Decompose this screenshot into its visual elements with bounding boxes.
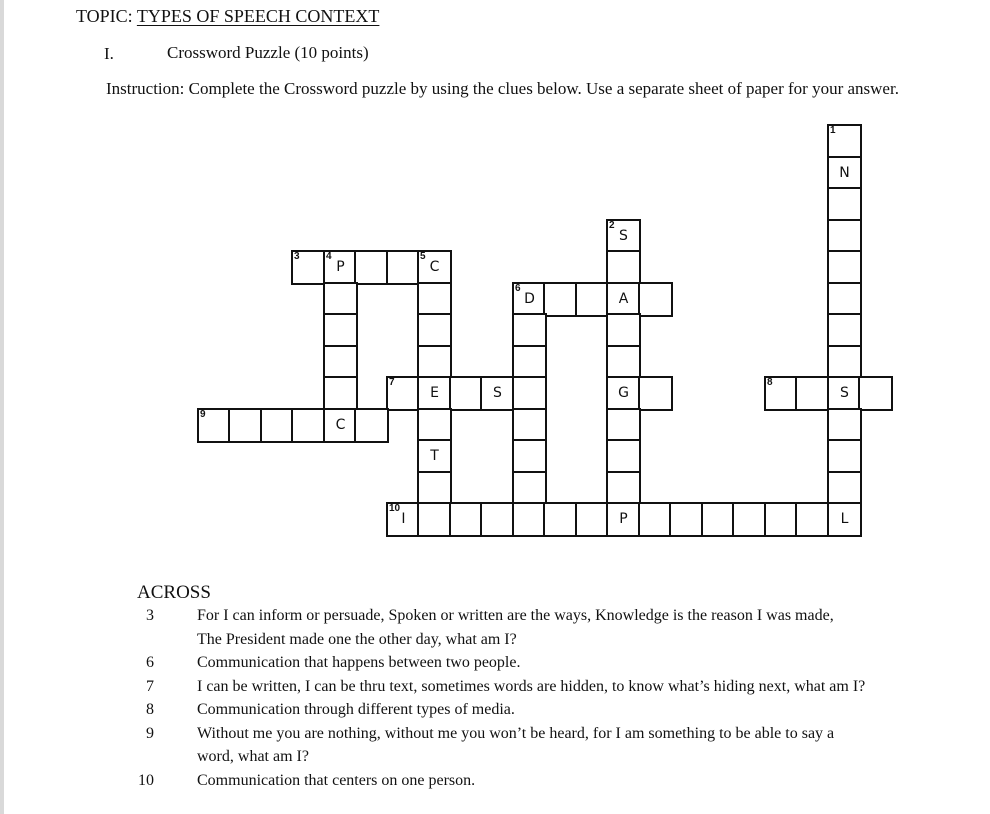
crossword-cell[interactable] [606, 376, 641, 411]
crossword-cell[interactable] [512, 282, 547, 317]
crossword-cell[interactable] [827, 250, 862, 285]
crossword-cell[interactable] [827, 376, 862, 411]
topic-title: TYPES OF SPEECH CONTEXT [136, 6, 380, 26]
crossword-cell[interactable] [606, 282, 641, 317]
cell-letter: C [335, 417, 346, 433]
crossword-cell[interactable] [732, 502, 767, 537]
instruction-text: Instruction: Complete the Crossword puzzle by using the clues below. Use a separate sheet of paper for your answer. [106, 79, 899, 98]
crossword-cell[interactable] [606, 439, 641, 474]
cell-number: 8 [767, 377, 773, 388]
topic-prefix: TOPIC: [76, 6, 133, 26]
crossword-cell[interactable] [543, 282, 578, 317]
cell-number: 2 [609, 220, 615, 231]
crossword-cell[interactable] [417, 471, 452, 506]
crossword-cell[interactable] [354, 250, 389, 285]
crossword-cell[interactable] [827, 156, 862, 191]
crossword-cell[interactable] [386, 376, 421, 411]
cell-letter: G [618, 385, 629, 401]
cell-number: 7 [389, 377, 395, 388]
crossword-cell[interactable] [827, 408, 862, 443]
crossword-cell[interactable] [858, 376, 893, 411]
crossword-cell[interactable] [512, 408, 547, 443]
across-heading: ACROSS [137, 582, 211, 603]
clue-number: 10 [138, 772, 154, 789]
crossword-cell[interactable] [323, 282, 358, 317]
crossword-cell[interactable] [291, 408, 326, 443]
crossword-cell[interactable] [606, 471, 641, 506]
crossword-cell[interactable] [291, 250, 326, 285]
crossword-cell[interactable] [606, 408, 641, 443]
cell-number: 5 [420, 251, 426, 262]
crossword-cell[interactable] [480, 376, 515, 411]
crossword-cell[interactable] [449, 376, 484, 411]
crossword-cell[interactable] [323, 408, 358, 443]
crossword-cell[interactable] [827, 219, 862, 254]
crossword-cell[interactable] [197, 408, 232, 443]
crossword-cell[interactable] [606, 313, 641, 348]
cell-letter: A [618, 291, 629, 307]
crossword-cell[interactable] [638, 282, 673, 317]
crossword-cell[interactable] [512, 471, 547, 506]
crossword-cell[interactable] [386, 502, 421, 537]
crossword-cell[interactable] [827, 187, 862, 222]
section-numeral: I. [104, 44, 114, 63]
crossword-cell[interactable] [764, 502, 799, 537]
cell-letter: T [430, 448, 439, 464]
crossword-cell[interactable] [543, 502, 578, 537]
crossword-cell[interactable] [827, 313, 862, 348]
cell-number: 4 [326, 251, 332, 262]
crossword-cell[interactable] [701, 502, 736, 537]
clue-number: 6 [146, 654, 154, 671]
crossword-cell[interactable] [512, 345, 547, 380]
crossword-cell[interactable] [512, 313, 547, 348]
cell-letter: E [430, 385, 439, 401]
crossword-cell[interactable] [417, 439, 452, 474]
crossword-cell[interactable] [795, 502, 830, 537]
crossword-cell[interactable] [323, 376, 358, 411]
crossword-cell[interactable] [669, 502, 704, 537]
cell-letter: P [619, 511, 628, 527]
cell-number: 6 [515, 283, 521, 294]
cell-letter: S [840, 385, 849, 401]
crossword-cell[interactable] [827, 471, 862, 506]
clue-text: Communication that happens between two people. [197, 654, 521, 671]
crossword-cell[interactable] [827, 345, 862, 380]
crossword-cell[interactable] [512, 439, 547, 474]
crossword-cell[interactable] [323, 250, 358, 285]
crossword-cell[interactable] [827, 502, 862, 537]
cell-letter: P [336, 259, 345, 275]
section-title: Crossword Puzzle (10 points) [167, 43, 369, 62]
crossword-cell[interactable] [323, 345, 358, 380]
clue-text: Communication through different types of media. [197, 701, 515, 718]
crossword-cell[interactable] [575, 282, 610, 317]
crossword-cell[interactable] [638, 376, 673, 411]
crossword-cell[interactable] [795, 376, 830, 411]
crossword-cell[interactable] [417, 282, 452, 317]
clue-text: Communication that centers on one person. [197, 772, 476, 789]
crossword-cell[interactable] [512, 502, 547, 537]
cell-number: 10 [389, 503, 401, 514]
crossword-cell[interactable] [417, 313, 452, 348]
crossword-cell[interactable] [827, 124, 862, 159]
clue-text: I can be written, I can be thru text, sometimes words are hidden, to know what’s hiding next, what am I? [197, 678, 866, 695]
cell-letter: L [840, 511, 849, 527]
clue-text: Without me you are nothing, without me you won’t be heard, for I am something to be able to say a [197, 725, 835, 742]
cell-number: 3 [294, 251, 300, 262]
crossword-cell[interactable] [417, 376, 452, 411]
crossword-cell[interactable] [827, 439, 862, 474]
cell-letter: C [429, 259, 440, 275]
crossword-cell[interactable] [417, 250, 452, 285]
crossword-cell[interactable] [417, 345, 452, 380]
cell-number: 1 [830, 125, 836, 136]
cell-letter: N [839, 165, 850, 181]
clue-number: 8 [146, 701, 154, 718]
crossword-cell[interactable] [323, 313, 358, 348]
clue-text: The President made one the other day, what am I? [197, 631, 517, 648]
cell-number: 9 [200, 409, 206, 420]
crossword-cell[interactable] [512, 376, 547, 411]
crossword-cell[interactable] [638, 502, 673, 537]
crossword-cell[interactable] [575, 502, 610, 537]
cell-letter: S [619, 228, 628, 244]
crossword-cell[interactable] [417, 408, 452, 443]
crossword-cell[interactable] [606, 345, 641, 380]
crossword-cell[interactable] [260, 408, 295, 443]
cell-letter: D [524, 291, 535, 307]
crossword-cell[interactable] [480, 502, 515, 537]
crossword-cell[interactable] [827, 282, 862, 317]
crossword-cell[interactable] [386, 250, 421, 285]
cell-letter: I [401, 511, 406, 527]
clue-text: word, what am I? [197, 748, 309, 765]
crossword-cell[interactable] [606, 502, 641, 537]
crossword-cell[interactable] [606, 250, 641, 285]
crossword-cell[interactable] [354, 408, 389, 443]
crossword-cell[interactable] [764, 376, 799, 411]
crossword-cell[interactable] [228, 408, 263, 443]
crossword-cell[interactable] [449, 502, 484, 537]
clue-number: 3 [146, 607, 154, 624]
clue-number: 7 [146, 678, 154, 695]
cell-letter: S [493, 385, 502, 401]
crossword-cell[interactable] [417, 502, 452, 537]
crossword-cell[interactable] [606, 219, 641, 254]
clue-text: For I can inform or persuade, Spoken or written are the ways, Knowledge is the reason I was made, [197, 607, 834, 624]
clue-number: 9 [146, 725, 154, 742]
